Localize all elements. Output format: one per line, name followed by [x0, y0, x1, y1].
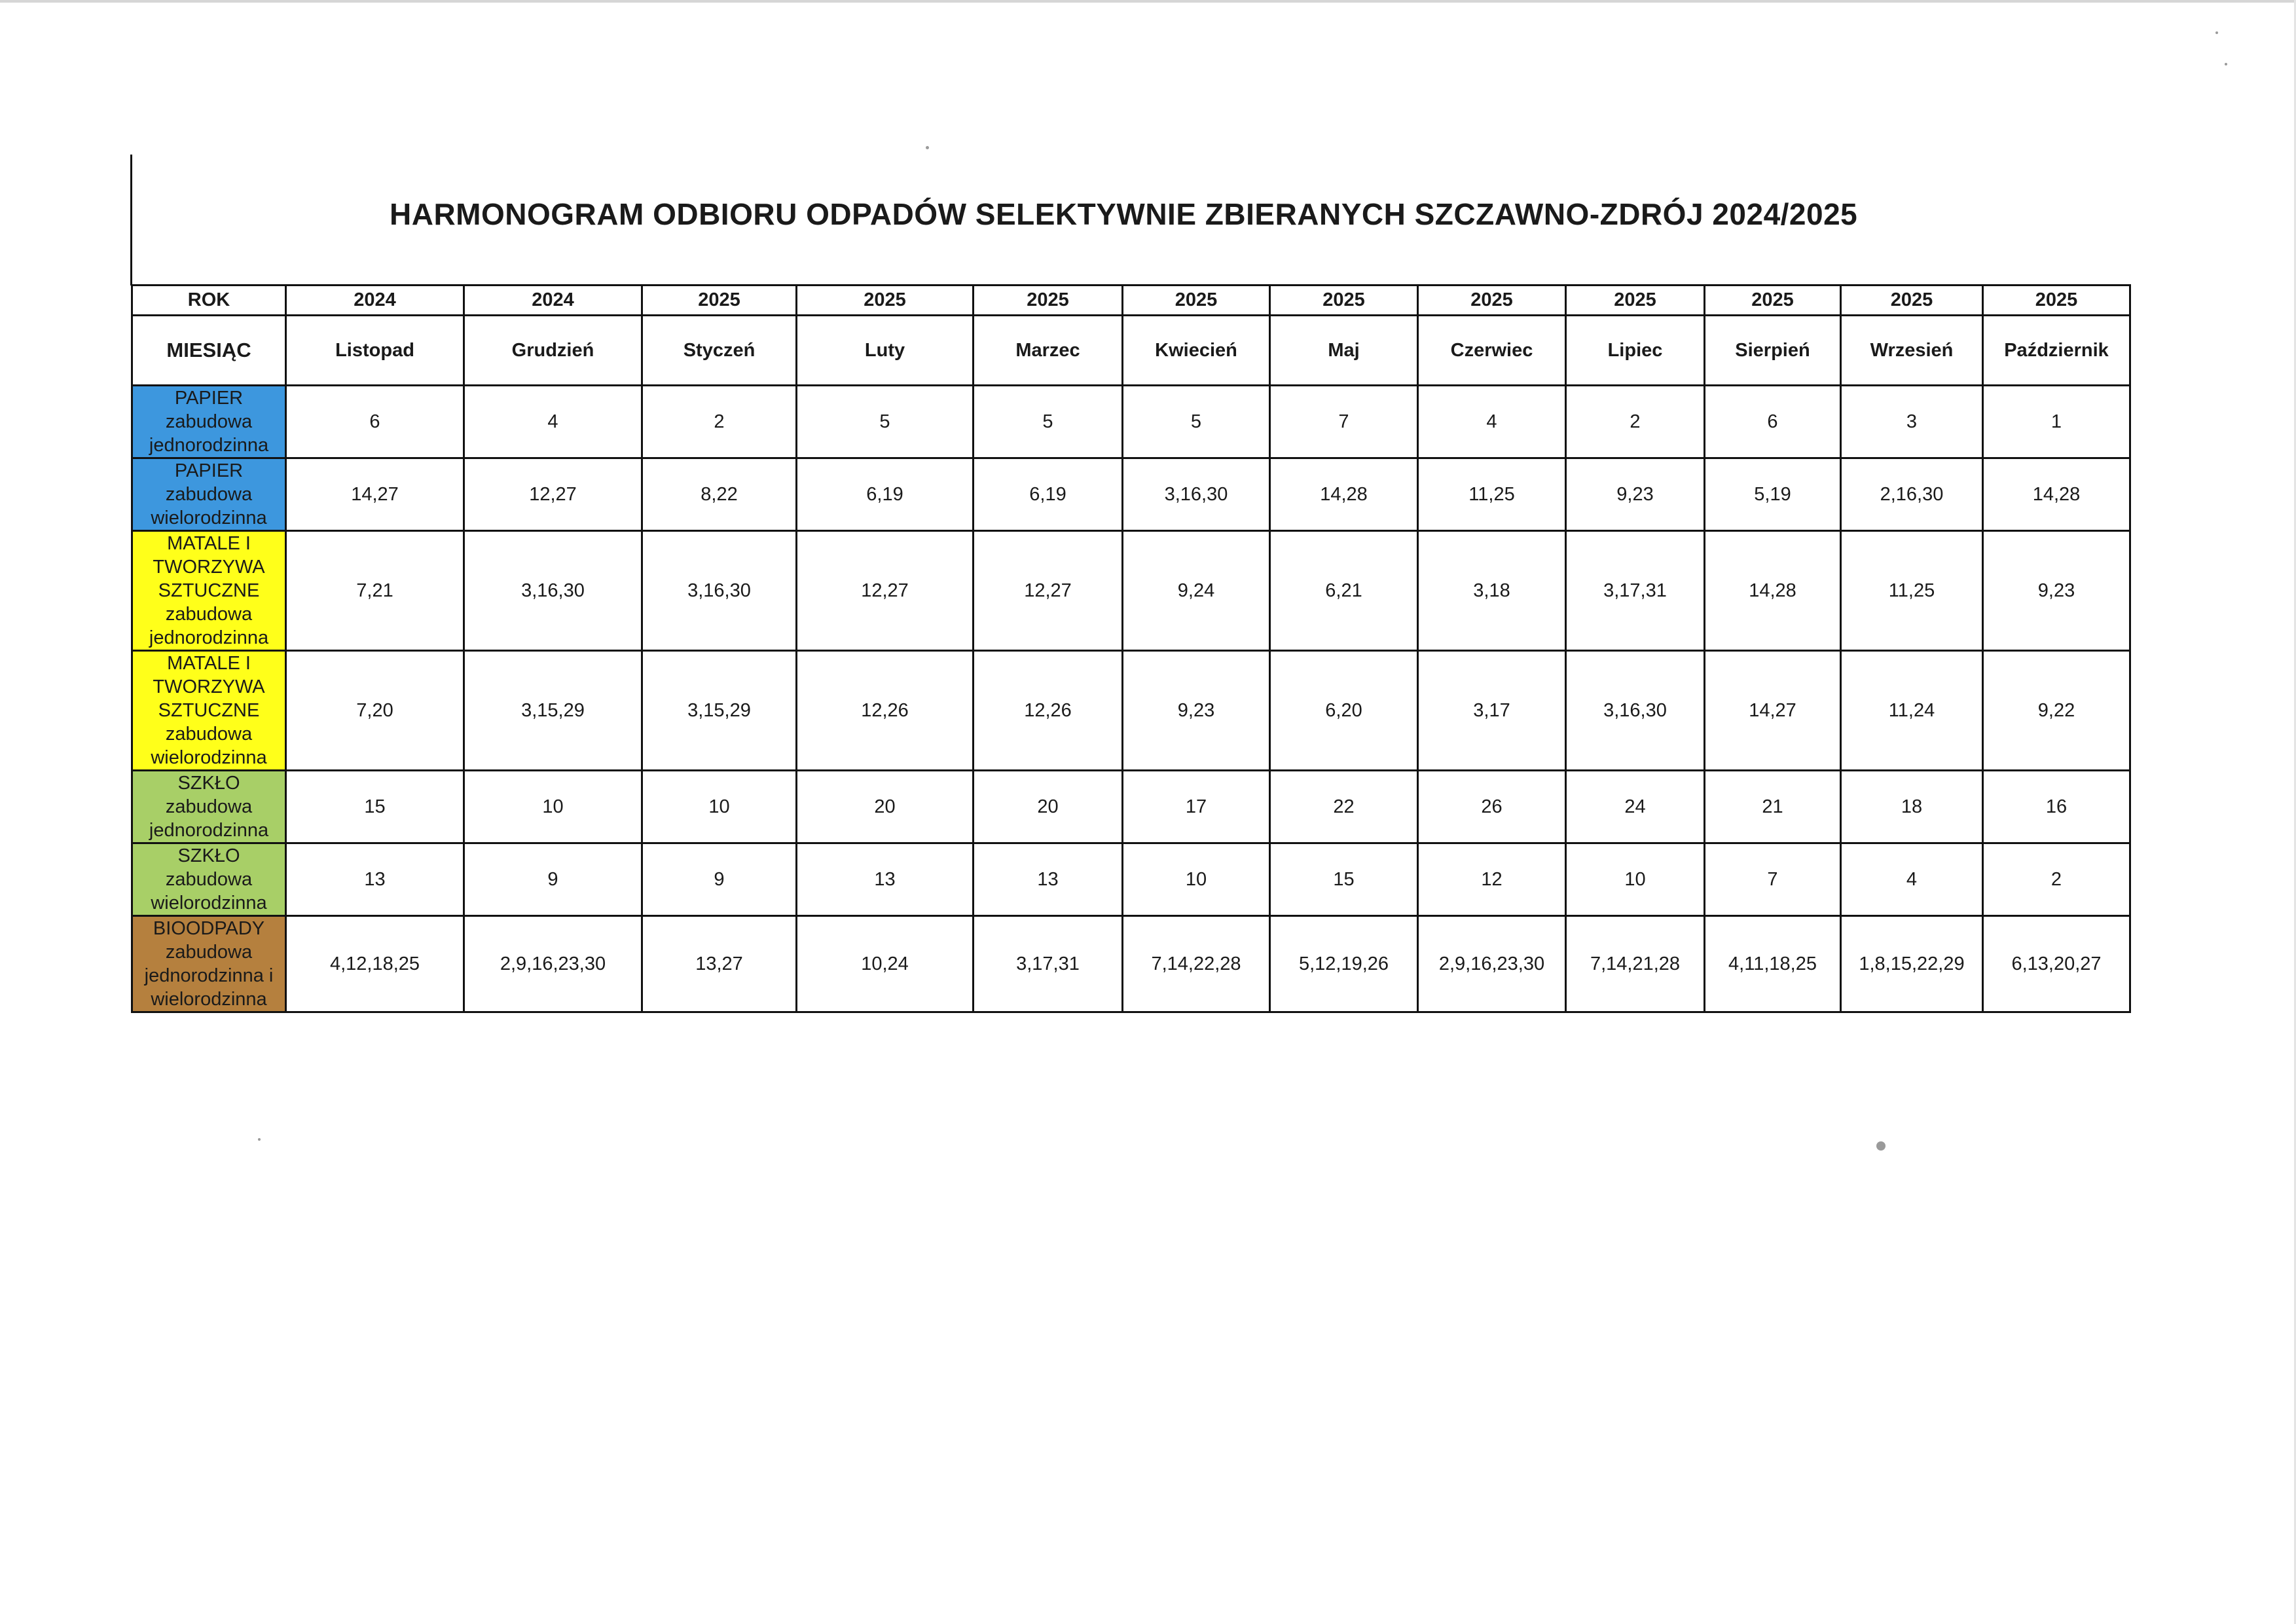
date-cell: 3,15,29 [642, 651, 797, 771]
category-line: zabudowa [165, 604, 253, 625]
category-line: SZTUCZNE [158, 580, 260, 601]
date-cell: 14,28 [1705, 531, 1841, 651]
category-line: TWORZYWA [153, 557, 265, 578]
year-cell: 2025 [1123, 286, 1270, 316]
date-cell: 5 [797, 386, 974, 458]
category-line: jednorodzinna i [144, 965, 274, 986]
date-cell: 4,12,18,25 [286, 916, 464, 1012]
frame-left-line [130, 155, 132, 286]
date-cell: 4 [1841, 843, 1983, 916]
date-cell: 6,19 [797, 458, 974, 531]
schedule-row-szklo-jednorodzinna [132, 771, 2130, 843]
schedule-row-metale-jednorodzinna [132, 531, 2130, 651]
category-line: TWORZYWA [153, 676, 265, 697]
month-cell: Grudzień [464, 316, 642, 386]
date-cell: 3,15,29 [464, 651, 642, 771]
date-cell: 6 [286, 386, 464, 458]
year-cell: 2025 [974, 286, 1123, 316]
year-cell: 2025 [1841, 286, 1983, 316]
date-cell: 18 [1841, 771, 1983, 843]
date-cell: 13 [286, 843, 464, 916]
date-cell: 1 [1983, 386, 2130, 458]
date-cell: 6,19 [974, 458, 1123, 531]
month-cell: Sierpień [1705, 316, 1841, 386]
date-cell: 9 [464, 843, 642, 916]
date-cell: 7,14,21,28 [1566, 916, 1705, 1012]
date-cell: 10 [642, 771, 797, 843]
category-line: zabudowa [165, 411, 253, 432]
category-cell-metale [132, 531, 286, 651]
category-line: SZKŁO [177, 773, 240, 794]
date-cell: 3,16,30 [642, 531, 797, 651]
month-cell: Styczeń [642, 316, 797, 386]
category-line: jednorodzinna [149, 627, 269, 648]
category-line: jednorodzinna [149, 820, 269, 841]
category-cell-szklo [132, 843, 286, 916]
month-label: MIESIĄC [132, 316, 286, 386]
date-cell: 11,25 [1841, 531, 1983, 651]
category-line: zabudowa [165, 942, 253, 963]
date-cell: 15 [1270, 843, 1418, 916]
date-cell: 12,26 [797, 651, 974, 771]
date-cell: 3,16,30 [464, 531, 642, 651]
month-row [132, 316, 2130, 386]
category-line: PAPIER [174, 388, 244, 409]
date-cell: 9,22 [1983, 651, 2130, 771]
schedule-row-papier-jednorodzinna [132, 386, 2130, 458]
category-line: zabudowa [165, 869, 253, 890]
date-cell: 14,27 [286, 458, 464, 531]
date-cell: 7,20 [286, 651, 464, 771]
date-cell: 3 [1841, 386, 1983, 458]
year-cell: 2025 [1705, 286, 1841, 316]
date-cell: 9,23 [1566, 458, 1705, 531]
date-cell: 3,16,30 [1566, 651, 1705, 771]
date-cell: 1,8,15,22,29 [1841, 916, 1983, 1012]
date-cell: 7 [1270, 386, 1418, 458]
category-line: SZKŁO [177, 845, 240, 866]
category-cell-papier [132, 386, 286, 458]
schedule-row-szklo-wielorodzinna [132, 843, 2130, 916]
date-cell: 10 [464, 771, 642, 843]
year-cell: 2025 [1983, 286, 2130, 316]
year-cell: 2025 [1566, 286, 1705, 316]
date-cell: 20 [974, 771, 1123, 843]
category-line: MATALE I [167, 653, 251, 674]
year-cell: 2024 [286, 286, 464, 316]
year-cell: 2025 [642, 286, 797, 316]
category-line: zabudowa [165, 484, 253, 505]
month-cell: Marzec [974, 316, 1123, 386]
date-cell: 22 [1270, 771, 1418, 843]
date-cell: 2 [642, 386, 797, 458]
scan-speck [2225, 63, 2227, 65]
date-cell: 2,9,16,23,30 [464, 916, 642, 1012]
date-cell: 11,25 [1418, 458, 1566, 531]
date-cell: 9 [642, 843, 797, 916]
date-cell: 6,20 [1270, 651, 1418, 771]
date-cell: 5 [1123, 386, 1270, 458]
category-cell-metale [132, 651, 286, 771]
category-line: zabudowa [165, 796, 253, 817]
date-cell: 26 [1418, 771, 1566, 843]
date-cell: 16 [1983, 771, 2130, 843]
category-line: wielorodzinna [151, 989, 267, 1010]
date-cell: 5,12,19,26 [1270, 916, 1418, 1012]
month-cell: Wrzesień [1841, 316, 1983, 386]
scan-speck [926, 146, 929, 149]
category-cell-szklo [132, 771, 286, 843]
year-cell: 2024 [464, 286, 642, 316]
scan-top-edge [0, 0, 2296, 3]
date-cell: 7,14,22,28 [1123, 916, 1270, 1012]
date-cell: 3,16,30 [1123, 458, 1270, 531]
year-cell: 2025 [1270, 286, 1418, 316]
year-label: ROK [132, 286, 286, 316]
scan-speck [2215, 31, 2218, 34]
date-cell: 10,24 [797, 916, 974, 1012]
date-cell: 9,23 [1983, 531, 2130, 651]
date-cell: 3,17 [1418, 651, 1566, 771]
month-cell: Listopad [286, 316, 464, 386]
date-cell: 14,28 [1270, 458, 1418, 531]
schedule-row-bioodpady [132, 916, 2130, 1012]
category-line: PAPIER [174, 460, 244, 481]
date-cell: 3,18 [1418, 531, 1566, 651]
date-cell: 10 [1566, 843, 1705, 916]
date-cell: 7 [1705, 843, 1841, 916]
date-cell: 13,27 [642, 916, 797, 1012]
date-cell: 12,26 [974, 651, 1123, 771]
schedule-row-papier-wielorodzinna [132, 458, 2130, 531]
date-cell: 14,28 [1983, 458, 2130, 531]
date-cell: 6 [1705, 386, 1841, 458]
date-cell: 8,22 [642, 458, 797, 531]
schedule-table [131, 284, 2131, 1013]
category-line: wielorodzinna [151, 507, 267, 528]
date-cell: 20 [797, 771, 974, 843]
date-cell: 12,27 [797, 531, 974, 651]
category-line: jednorodzinna [149, 435, 269, 456]
date-cell: 6,13,20,27 [1983, 916, 2130, 1012]
year-cell: 2025 [797, 286, 974, 316]
month-cell: Maj [1270, 316, 1418, 386]
date-cell: 3,17,31 [1566, 531, 1705, 651]
category-line: wielorodzinna [151, 893, 267, 913]
scan-speck [258, 1138, 261, 1141]
date-cell: 13 [797, 843, 974, 916]
date-cell: 12 [1418, 843, 1566, 916]
date-cell: 3,17,31 [974, 916, 1123, 1012]
category-line: BIOODPADY [153, 918, 265, 939]
date-cell: 12,27 [464, 458, 642, 531]
date-cell: 4,11,18,25 [1705, 916, 1841, 1012]
date-cell: 6,21 [1270, 531, 1418, 651]
schedule-row-metale-wielorodzinna [132, 651, 2130, 771]
date-cell: 17 [1123, 771, 1270, 843]
date-cell: 4 [464, 386, 642, 458]
date-cell: 2 [1983, 843, 2130, 916]
year-row [132, 286, 2130, 316]
date-cell: 14,27 [1705, 651, 1841, 771]
date-cell: 15 [286, 771, 464, 843]
month-cell: Czerwiec [1418, 316, 1566, 386]
date-cell: 13 [974, 843, 1123, 916]
date-cell: 9,24 [1123, 531, 1270, 651]
date-cell: 7,21 [286, 531, 464, 651]
date-cell: 12,27 [974, 531, 1123, 651]
date-cell: 5,19 [1705, 458, 1841, 531]
category-line: MATALE I [167, 533, 251, 554]
category-line: zabudowa [165, 724, 253, 745]
date-cell: 24 [1566, 771, 1705, 843]
date-cell: 2,9,16,23,30 [1418, 916, 1566, 1012]
month-cell: Lipiec [1566, 316, 1705, 386]
category-line: SZTUCZNE [158, 700, 260, 721]
page-title: HARMONOGRAM ODBIORU ODPADÓW SELEKTYWNIE ZBIERANYCH SZCZAWNO-ZDRÓJ 2024/2025 [390, 197, 1858, 231]
date-cell: 5 [974, 386, 1123, 458]
date-cell: 21 [1705, 771, 1841, 843]
date-cell: 2,16,30 [1841, 458, 1983, 531]
date-cell: 9,23 [1123, 651, 1270, 771]
date-cell: 2 [1566, 386, 1705, 458]
scan-speck [1876, 1141, 1886, 1151]
category-cell-bioodpady [132, 916, 286, 1012]
month-cell: Luty [797, 316, 974, 386]
month-cell: Październik [1983, 316, 2130, 386]
category-cell-papier [132, 458, 286, 531]
date-cell: 11,24 [1841, 651, 1983, 771]
year-cell: 2025 [1418, 286, 1566, 316]
date-cell: 4 [1418, 386, 1566, 458]
date-cell: 10 [1123, 843, 1270, 916]
month-cell: Kwiecień [1123, 316, 1270, 386]
category-line: wielorodzinna [151, 747, 267, 768]
